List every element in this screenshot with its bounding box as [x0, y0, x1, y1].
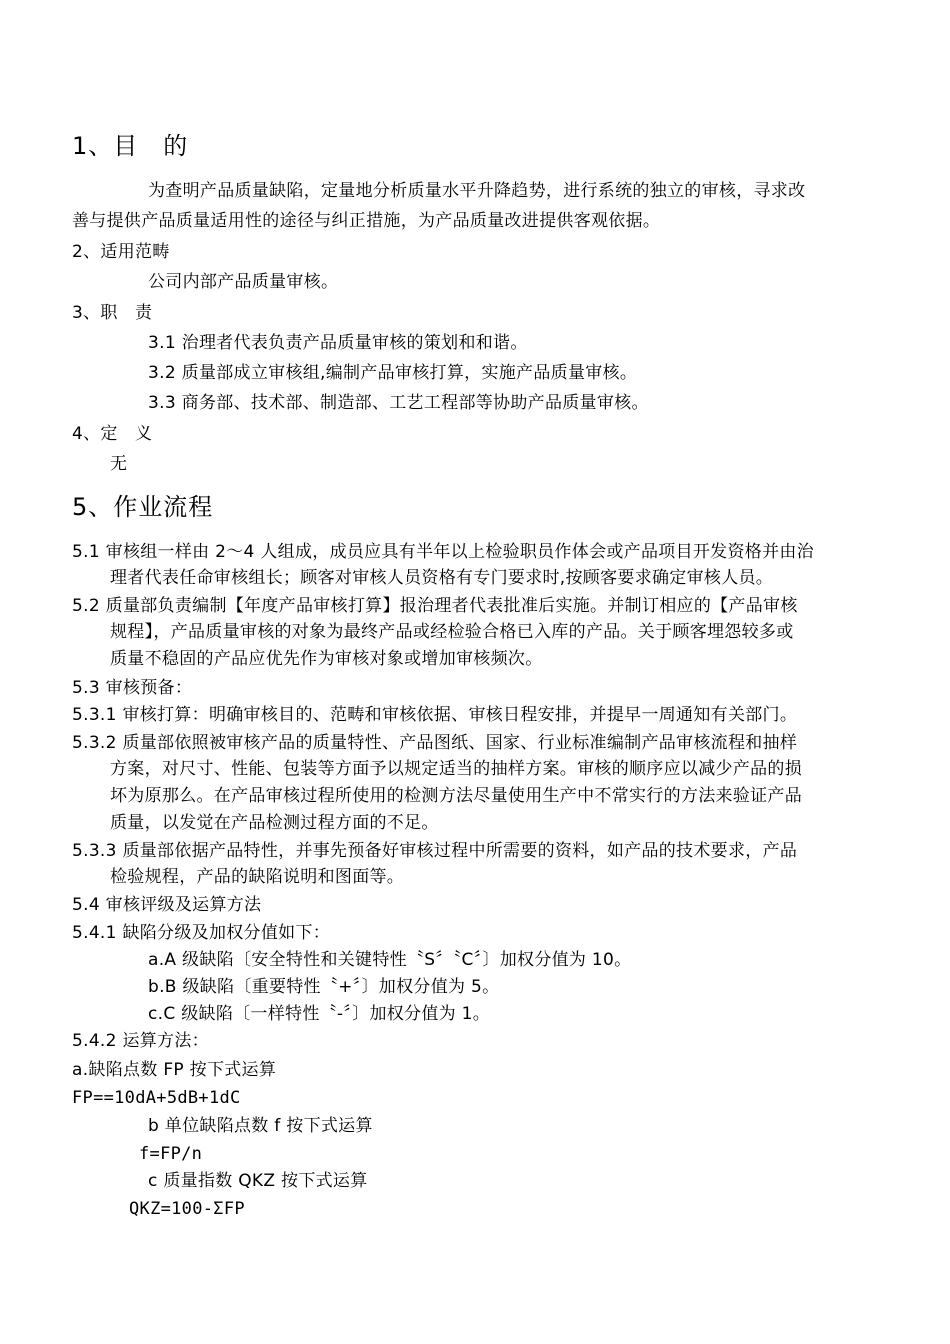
formula-qkz: QKZ=100-ΣFP	[129, 1199, 245, 1219]
duty-item-3-1: 3.1 治理者代表负责产品质量审核的策划和和谐。	[148, 333, 528, 353]
calc-step-b: b 单位缺陷点数 f 按下式运算	[148, 1116, 373, 1136]
clause-5-3: 5.3 审核预备：	[72, 678, 193, 698]
paragraph-scope: 公司内部产品质量审核。	[148, 272, 339, 292]
clause-5-3-3-line2: 检验规程，产品的缺陷说明和图面等。	[110, 867, 405, 887]
defect-class-b: b.B 级缺陷〔重要特性〝+〞〕加权分值为 5。	[148, 977, 500, 997]
clause-5-2-line2: 规程】，产品质量审核的对象为最终产品或经检验合格已入库的产品。关于顾客埋怨较多或	[110, 622, 794, 642]
clause-5-1-line1: 5.1 审核组一样由 2～4 人组成，成员应具有半年以上检验职员作体会或产品项目开发资格并由治	[72, 542, 814, 562]
defect-class-a: a.A 级缺陷〔安全特性和关键特性〝S〞〝C〞〕加权分值为 10。	[148, 950, 632, 970]
clause-5-3-1: 5.3.1 审核打算：明确审核目的、范畴和审核依据、审核日程安排，并提早一周通知有关部门。	[72, 705, 798, 725]
clause-5-2-line1: 5.2 质量部负责编制【年度产品审核打算】报治理者代表批准后实施。并制订相应的【产品审核	[72, 596, 798, 616]
clause-5-3-3-line1: 5.3.3 质量部依据产品特性，并事先预备好审核过程中所需要的资料，如产品的技术要求，产品	[72, 841, 798, 861]
duty-item-3-2: 3.2 质量部成立审核组,编制产品审核打算，实施产品质量审核。	[148, 363, 638, 383]
clause-5-3-2-line2: 方案，对尺寸、性能、包装等方面予以规定适当的抽样方案。审核的顺序应以减少产品的损	[110, 759, 802, 779]
section-heading-workflow: 5、作业流程	[72, 493, 214, 521]
clause-5-3-2-line1: 5.3.2 质量部依照被审核产品的质量特性、产品图纸、国家、行业标准编制产品审核流程和抽样	[72, 733, 798, 753]
formula-fp: FP==10dA+5dB+1dC	[72, 1088, 241, 1108]
clause-5-4-2: 5.4.2 运算方法：	[72, 1031, 209, 1051]
duty-item-3-3: 3.3 商务部、技术部、制造部、工艺工程部等协助产品质量审核。	[148, 393, 649, 413]
paragraph-purpose-line1: 为查明产品质量缺陷，定量地分析质量水平升降趋势，进行系统的独立的审核，寻求改	[148, 181, 806, 201]
clause-5-2-line3: 质量不稳固的产品应优先作为审核对象或增加审核频次。	[110, 649, 543, 669]
section-heading-definition: 4、定 义	[72, 424, 153, 444]
clause-5-3-2-line3: 坏为原那么。在产品审核过程所使用的检测方法尽量使用生产中不常实行的方法来验证产品	[110, 786, 802, 806]
section-heading-purpose: 1、目 的	[72, 132, 189, 160]
section-heading-scope: 2、适用范畴	[72, 242, 170, 262]
paragraph-purpose-line2: 善与提供产品质量适用性的途径与纠正措施，为产品质量改进提供客观依据。	[72, 211, 661, 231]
section-heading-duties: 3、职 责	[72, 303, 153, 323]
calc-step-c: c 质量指数 QKZ 按下式运算	[148, 1171, 368, 1191]
calc-step-a: a.缺陷点数 FP 按下式运算	[72, 1060, 277, 1080]
clause-5-4: 5.4 审核评级及运算方法	[72, 895, 262, 915]
formula-f: f=FP/n	[139, 1144, 203, 1164]
clause-5-4-1: 5.4.1 缺陷分级及加权分值如下：	[72, 923, 331, 943]
defect-class-c: c.C 级缺陷〔一样特性〝-〞〕加权分值为 1。	[148, 1004, 491, 1024]
paragraph-definition: 无	[110, 454, 128, 474]
clause-5-3-2-line4: 质量，以发觉在产品检测过程方面的不足。	[110, 813, 439, 833]
clause-5-1-line2: 理者代表任命审核组长；顾客对审核人员资格有专门要求时,按顾客要求确定审核人员。	[110, 568, 774, 588]
